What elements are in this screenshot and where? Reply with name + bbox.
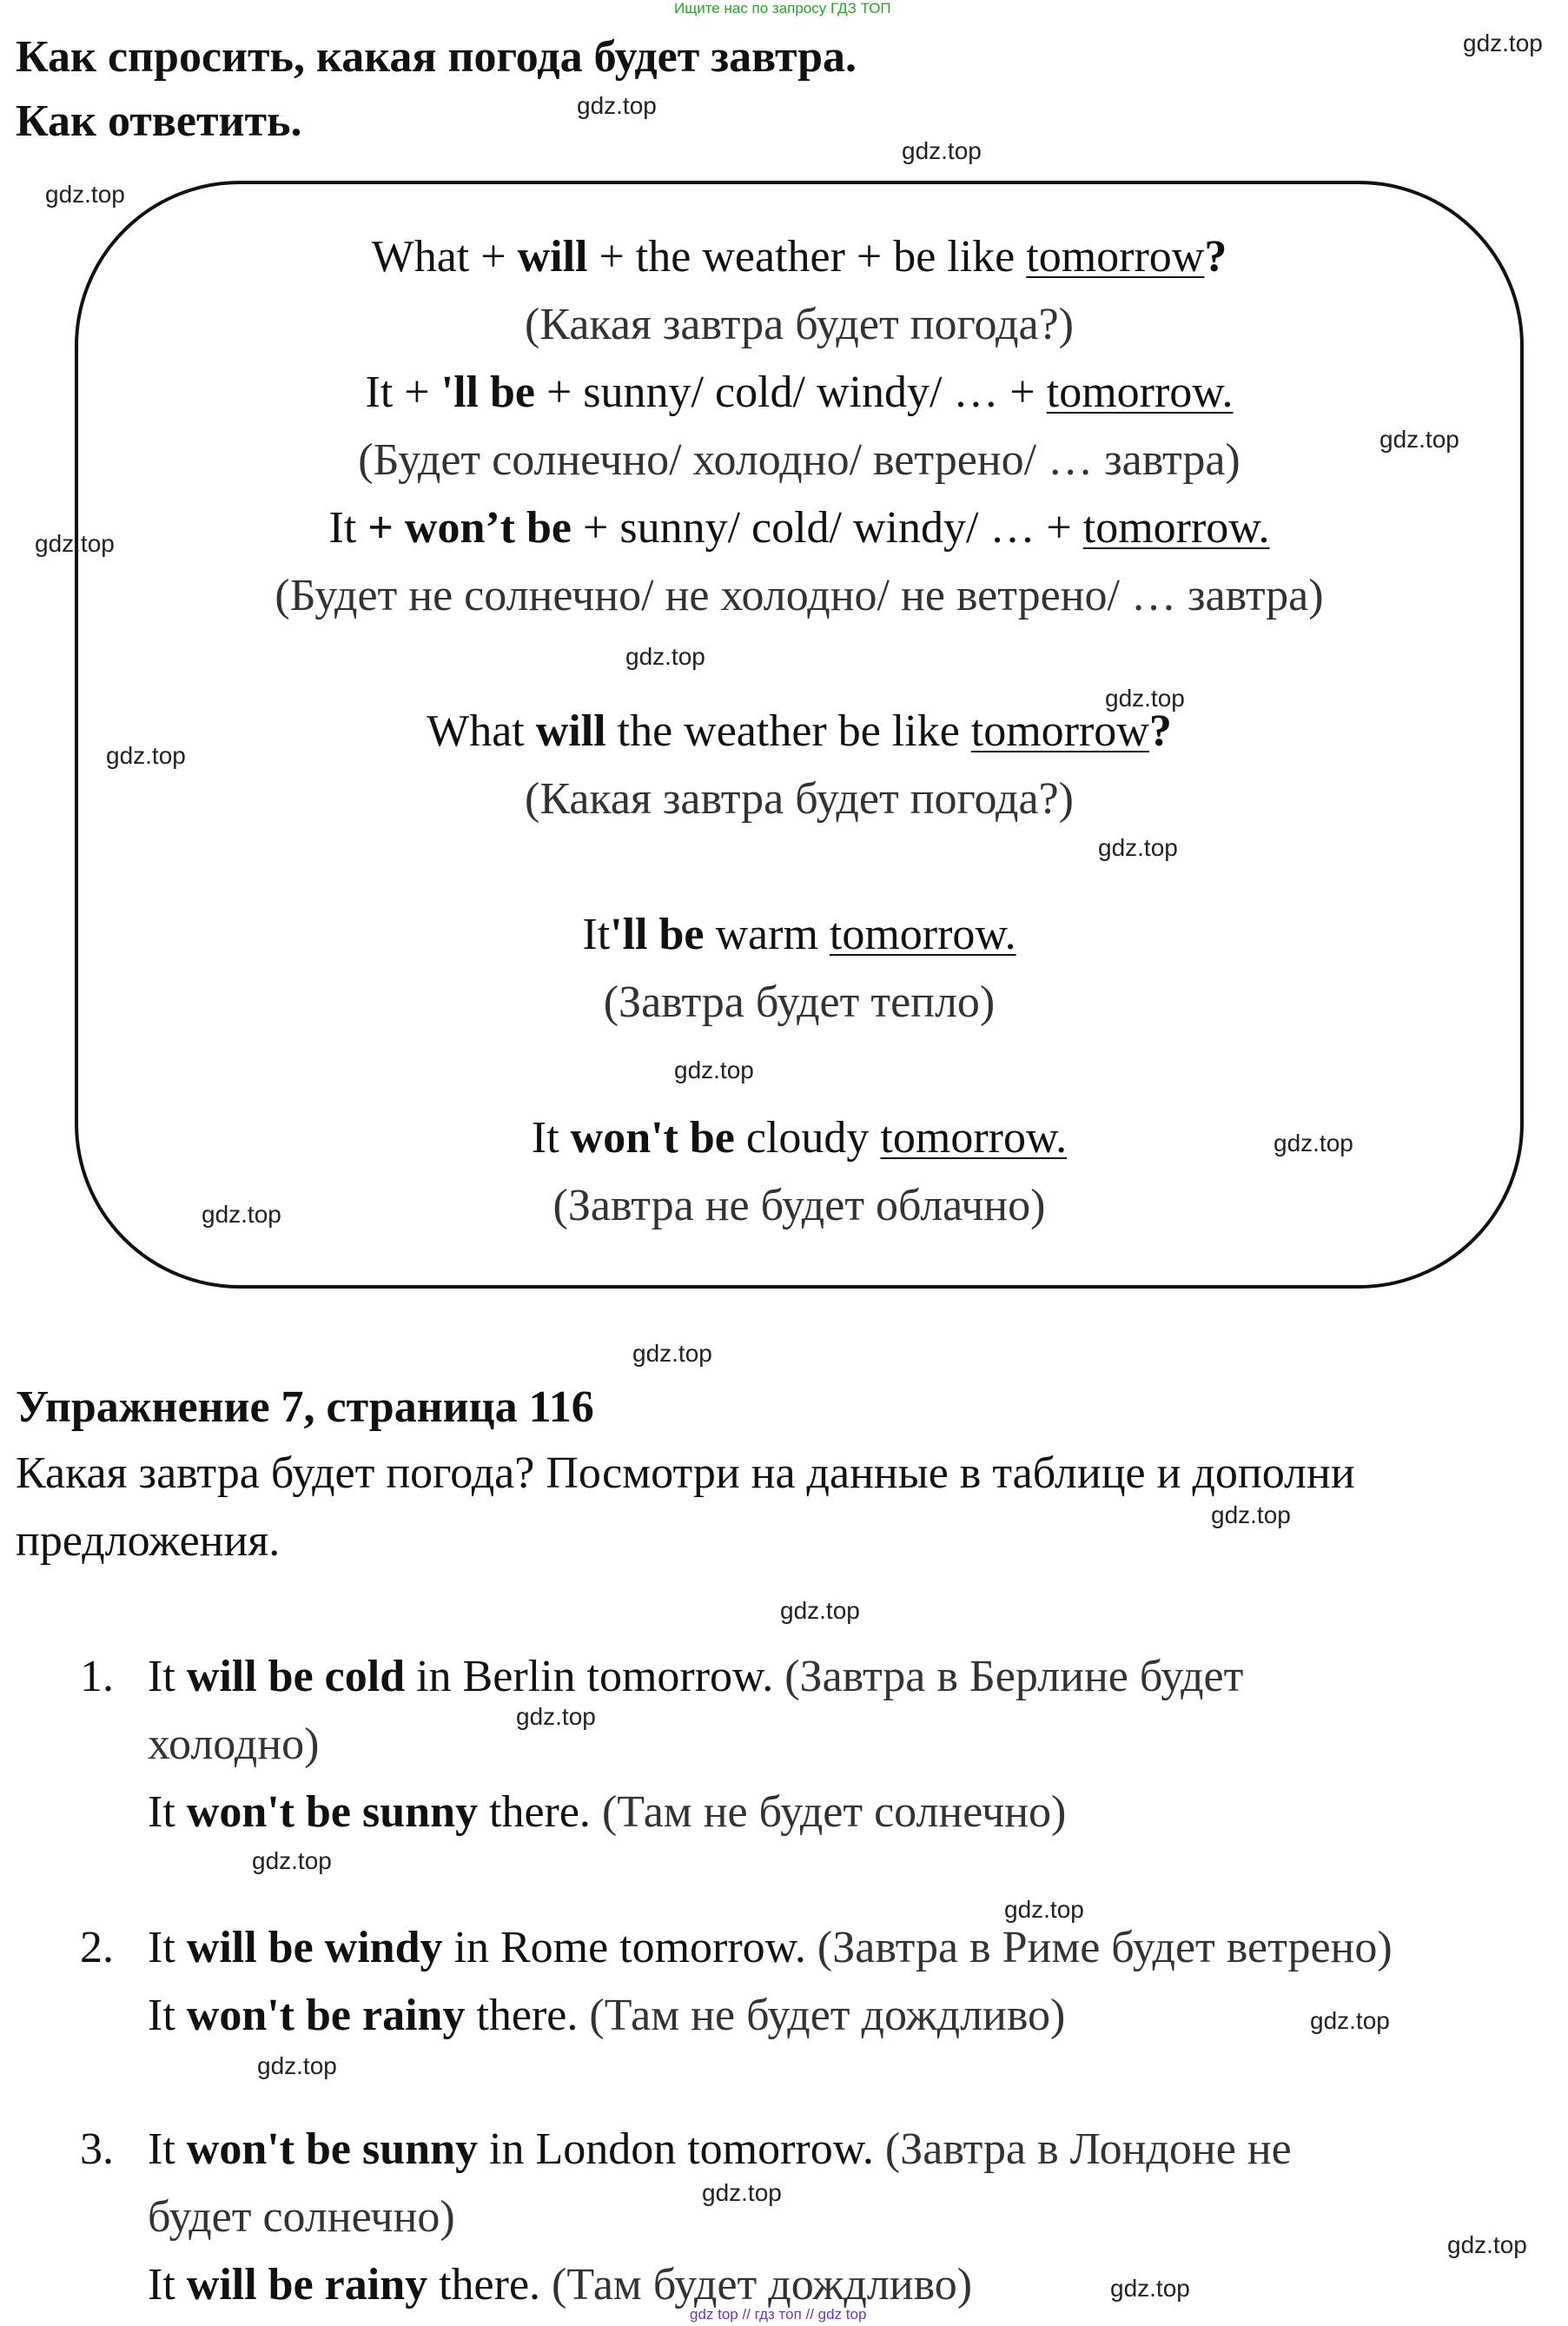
- list-item-continuation: холодно): [148, 1720, 320, 1769]
- example-question: What will the weather be like tomorrow?: [427, 706, 1172, 756]
- watermark: gdz.top: [1211, 1501, 1291, 1528]
- watermark: gdz.top: [1447, 2231, 1527, 2258]
- top-banner: Ищите нас по запросу ГДЗ ТОП: [674, 0, 891, 17]
- watermark: gdz.top: [45, 181, 125, 208]
- example-question-translation: (Какая завтра будет погода?): [525, 774, 1074, 824]
- watermark: gdz.top: [1098, 834, 1178, 861]
- watermark: gdz.top: [1004, 1896, 1084, 1923]
- watermark: gdz.top: [577, 92, 657, 119]
- list-item-continuation: будет солнечно): [148, 2192, 455, 2242]
- watermark: gdz.top: [625, 643, 705, 670]
- list-item-number: 2.: [80, 1923, 114, 1972]
- formula-positive-translation: (Будет солнечно/ холодно/ ветрено/ … завтра): [358, 435, 1241, 485]
- watermark: gdz.top: [632, 1340, 712, 1367]
- list-item-number: 1.: [80, 1652, 114, 1701]
- list-item-sentence: It will be rainy there. (Там будет дождливо): [148, 2260, 973, 2309]
- page-title: Как спросить, какая погода будет завтра.: [16, 32, 857, 82]
- footer-watermark: gdz top // гдз топ // gdz top: [690, 2306, 867, 2323]
- watermark: gdz.top: [516, 1703, 596, 1730]
- watermark: gdz.top: [202, 1201, 281, 1228]
- page-subtitle: Как ответить.: [16, 96, 302, 146]
- watermark: gdz.top: [252, 1847, 332, 1874]
- exercise-instruction-line2: предложения.: [16, 1516, 281, 1566]
- formula-negative-translation: (Будет не солнечно/ не холодно/ не ветрено/ … завтра): [275, 571, 1324, 620]
- list-item: It will be cold in Berlin tomorrow. (Завтра в Берлине будет: [148, 1652, 1244, 1701]
- list-item-sentence: It won't be sunny there. (Там не будет солнечно): [148, 1787, 1067, 1837]
- watermark: gdz.top: [674, 1057, 754, 1083]
- exercise-instruction-line1: Какая завтра будет погода? Посмотри на данные в таблице и дополни: [16, 1448, 1355, 1498]
- watermark: gdz.top: [1463, 30, 1543, 56]
- watermark: gdz.top: [35, 530, 115, 557]
- watermark: gdz.top: [1105, 685, 1185, 712]
- watermark: gdz.top: [902, 137, 982, 164]
- example-negative-translation: (Завтра не будет облачно): [552, 1181, 1046, 1230]
- watermark: gdz.top: [257, 2052, 337, 2079]
- list-item: It will be windy in Rome tomorrow. (Завтра в Риме будет ветрено): [148, 1923, 1393, 1972]
- watermark: gdz.top: [702, 2179, 782, 2206]
- example-negative: It won't be cloudy tomorrow.: [531, 1113, 1068, 1163]
- formula-negative: It + won’t be + sunny/ cold/ windy/ … + tomorrow.: [328, 503, 1270, 553]
- exercise-title: Упражнение 7, страница 116: [16, 1382, 594, 1432]
- watermark: gdz.top: [780, 1597, 860, 1624]
- list-item-sentence: It won't be rainy there. (Там не будет дождливо): [148, 1991, 1066, 2040]
- formula-positive: It + 'll be + sunny/ cold/ windy/ … + tomorrow.: [365, 368, 1234, 417]
- example-positive: It'll be warm tomorrow.: [582, 910, 1016, 959]
- watermark: gdz.top: [106, 742, 186, 769]
- formula-question-translation: (Какая завтра будет погода?): [525, 300, 1074, 349]
- example-positive-translation: (Завтра будет тепло): [603, 977, 996, 1027]
- list-item: It won't be sunny in London tomorrow. (Завтра в Лондоне не: [148, 2124, 1292, 2174]
- list-item-number: 3.: [80, 2124, 114, 2174]
- watermark: gdz.top: [1274, 1130, 1353, 1156]
- watermark: gdz.top: [1379, 426, 1459, 453]
- watermark: gdz.top: [1110, 2275, 1190, 2302]
- formula-question: What + will + the weather + be like tomorrow?: [371, 232, 1227, 282]
- watermark: gdz.top: [1310, 2007, 1390, 2034]
